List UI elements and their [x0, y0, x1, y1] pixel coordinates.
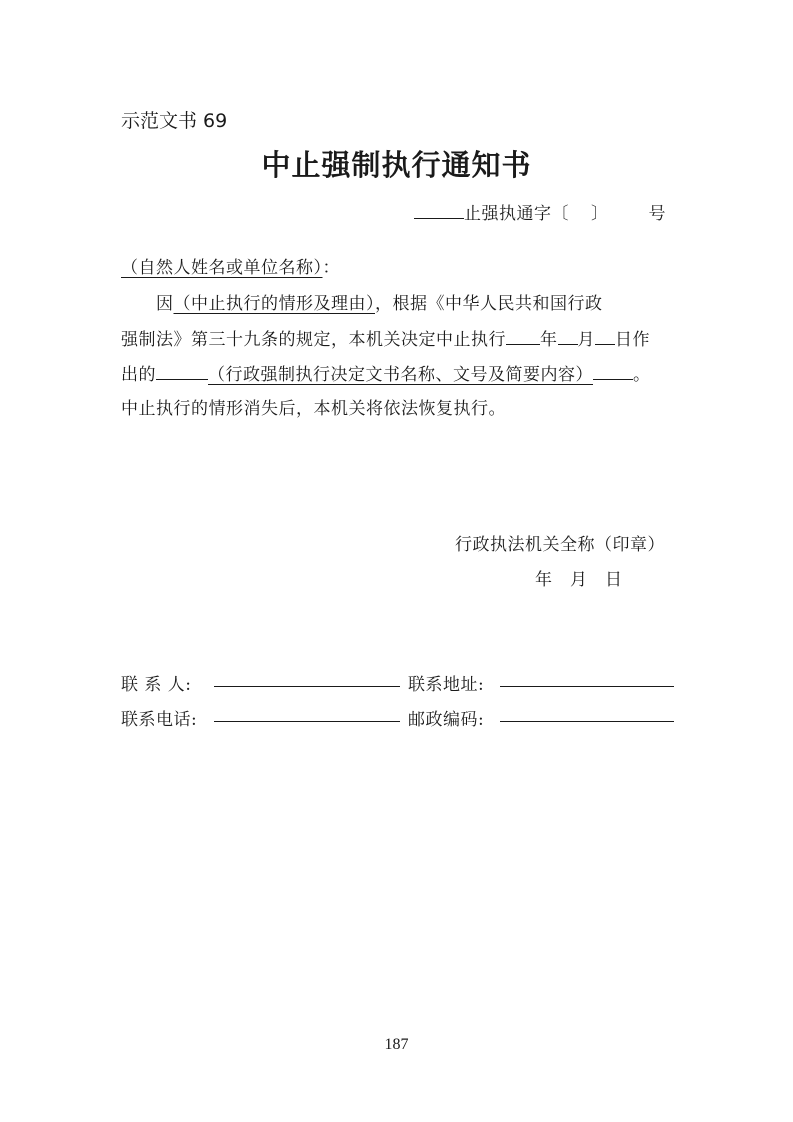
doc-number-label: 止强执通字〔 — [464, 204, 569, 224]
body-because: 因 — [156, 294, 174, 314]
decision-placeholder[interactable]: （行政强制执行决定文书名称、文号及简要内容） — [208, 365, 593, 385]
page-number: 187 — [384, 1036, 409, 1053]
addressee-colon: ： — [322, 258, 340, 278]
body-line-2 — [121, 325, 650, 350]
body-line-4 — [121, 394, 506, 419]
body-line-2-text: 强制法》第三十九条的规定，本机关决定中止执行 — [121, 330, 506, 350]
sample-document-label: 示范文书 69 — [121, 110, 228, 132]
body-line-3 — [121, 360, 651, 385]
contact-postcode-label: 邮政编码: — [408, 710, 485, 730]
contact-address-field[interactable] — [500, 686, 674, 687]
body-line-3-end: 。 — [633, 365, 651, 385]
day-label: 日作 — [615, 330, 650, 350]
day-blank[interactable] — [595, 326, 615, 345]
body-line-4-text: 中止执行的情形消失后，本机关将依法恢复执行。 — [121, 399, 506, 419]
contact-phone-label: 联系电话: — [121, 710, 198, 730]
decision-blank-left[interactable] — [156, 361, 208, 380]
doc-number-close-bracket: 〕 — [591, 204, 609, 224]
reason-placeholder[interactable]: （中止执行的情形及理由） — [173, 294, 375, 314]
body-line-1 — [156, 289, 603, 314]
contact-person-field[interactable] — [214, 686, 400, 687]
doc-number-prefix-blank[interactable] — [414, 200, 464, 219]
month-label: 月 — [577, 330, 595, 350]
decision-blank-right[interactable] — [593, 361, 633, 380]
signature-agency: 行政执法机关全称（印章） — [455, 535, 665, 555]
body-line-3-start: 出的 — [121, 365, 156, 385]
signature-date: 年 月 日 — [535, 570, 623, 590]
year-blank[interactable] — [506, 326, 540, 345]
addressee-line — [121, 253, 340, 278]
contact-postcode-field[interactable] — [500, 721, 674, 722]
document-number — [414, 199, 666, 224]
month-blank[interactable] — [558, 326, 578, 345]
body-line-1-rest: ，根据《中华人民共和国行政 — [375, 294, 603, 314]
year-label: 年 — [540, 330, 558, 350]
document-title: 中止强制执行通知书 — [261, 148, 532, 182]
addressee-placeholder[interactable]: （自然人姓名或单位名称） — [121, 258, 323, 278]
doc-number-suffix: 号 — [648, 204, 666, 224]
contact-address-label: 联系地址: — [408, 675, 485, 695]
contact-person-label: 联 系 人: — [121, 675, 192, 695]
contact-phone-field[interactable] — [214, 721, 400, 722]
